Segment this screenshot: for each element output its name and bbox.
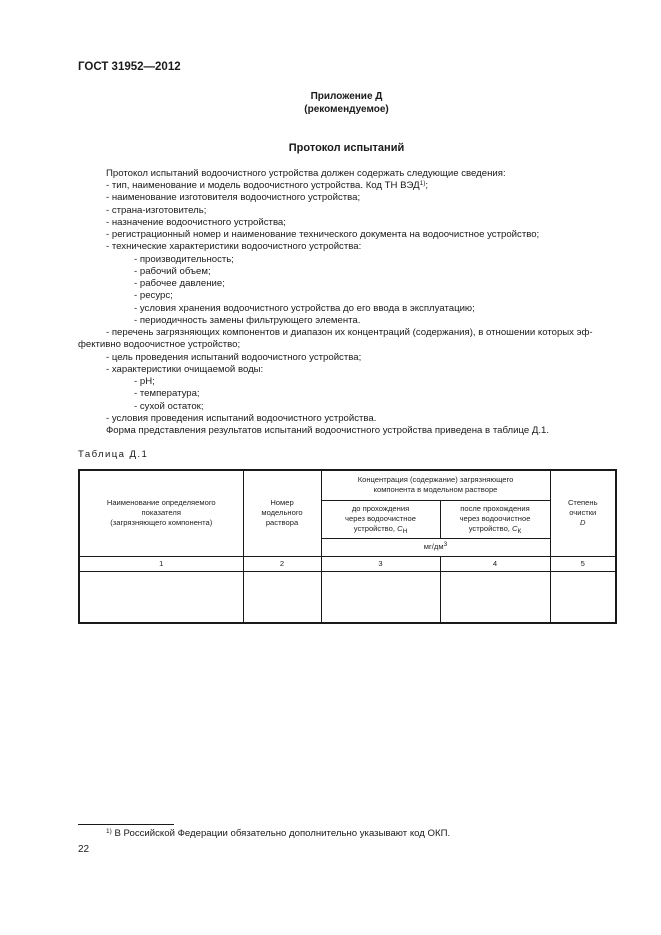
footnote-text: В Российской Федерации обязательно дополнительно указывают код ОКП. xyxy=(111,828,451,839)
table-caption: Таблица Д.1 xyxy=(78,449,149,460)
column-number: 5 xyxy=(550,556,616,571)
form-note: Форма представления результатов испытаний водоочистного устройства приведена в таблице Д.1. xyxy=(106,425,550,436)
water-dry-residue: - сухой остаток; xyxy=(134,401,204,412)
spec-filter: - периодичность замены фильтрующего элемента. xyxy=(134,315,361,326)
table-cell xyxy=(79,571,243,623)
list-item-contaminants: - перечень загрязняющих компонентов и диапазон их концентраций (содержания), в отношении которых эф- xyxy=(106,327,593,338)
document-code: ГОСТ 31952—2012 xyxy=(78,61,181,73)
list-item-contaminants-continued: фективно водоочистное устройство; xyxy=(78,339,241,350)
appendix-title: Приложение Д xyxy=(310,91,383,102)
column-number: 3 xyxy=(321,556,440,571)
spec-resource: - ресурс; xyxy=(134,290,173,301)
list-item-type-text: - тип, наименование и модель водоочистного устройства. Код ТН ВЭД xyxy=(106,180,420,191)
header-before-filter: до прохождения через водоочистное устройство, $С_Н$ xyxy=(321,500,440,538)
column-number: 1 xyxy=(79,556,243,571)
table-cell xyxy=(440,571,550,623)
footnote xyxy=(106,828,450,840)
section-title: Протокол испытаний xyxy=(288,142,405,154)
spec-productivity: - производительность; xyxy=(134,254,234,265)
water-ph: - pH; xyxy=(134,376,155,387)
header-indicator-name: Наименование определяемого показателя (загрязняющего компонента) xyxy=(79,470,243,556)
list-item-goal: - цель проведения испытаний водоочистного устройства; xyxy=(106,352,362,363)
header-purification-degree: Степень очистки D xyxy=(550,470,616,556)
list-item-water: - характеристики очищаемой воды: xyxy=(106,364,264,375)
list-item-country: - страна-изготовитель; xyxy=(106,205,207,216)
spec-volume: - рабочий объем; xyxy=(134,266,211,277)
column-number: 2 xyxy=(243,556,321,571)
list-item-specs: - технические характеристики водоочистного устройства: xyxy=(106,241,362,252)
list-item-type-end: ; xyxy=(425,180,429,191)
table-row-empty xyxy=(79,571,616,623)
header-solution-number: Номер модельного раствора xyxy=(243,470,321,556)
header-concentration: Концентрация (содержание) загрязняющего компонента в модельном растворе xyxy=(321,470,550,500)
table-cell xyxy=(550,571,616,623)
column-number-row xyxy=(79,556,616,571)
list-item-conditions: - условия проведения испытаний водоочистного устройства. xyxy=(106,413,377,424)
water-temperature: - температура; xyxy=(134,388,200,399)
appendix-subtitle: (рекомендуемое) xyxy=(304,104,389,115)
footnote-reference[interactable]: 1) xyxy=(419,180,426,187)
footnote-mark: 1) xyxy=(106,828,112,835)
spec-pressure: - рабочее давление; xyxy=(134,278,225,289)
list-item-type xyxy=(106,180,428,192)
header-after-filter: после прохождения через водоочистное устройство, $С_К$ xyxy=(440,500,550,538)
page-number: 22 xyxy=(78,844,90,855)
footnote-divider xyxy=(78,824,174,825)
results-table xyxy=(78,469,617,624)
intro-paragraph: Протокол испытаний водоочистного устройства должен содержать следующие сведения: xyxy=(106,168,506,179)
header-unit: $мг/дм^3$ xyxy=(321,538,550,556)
list-item-registration: - регистрационный номер и наименование технического документа на водоочистное устройство; xyxy=(106,229,540,240)
list-item-manufacturer: - наименование изготовителя водоочистного устройства; xyxy=(106,192,361,203)
table-cell xyxy=(243,571,321,623)
column-number: 4 xyxy=(440,556,550,571)
list-item-purpose: - назначение водоочистного устройства; xyxy=(106,217,286,228)
table-cell xyxy=(321,571,440,623)
spec-storage: - условия хранения водоочистного устройства до его ввода в эксплуатацию; xyxy=(134,303,475,314)
